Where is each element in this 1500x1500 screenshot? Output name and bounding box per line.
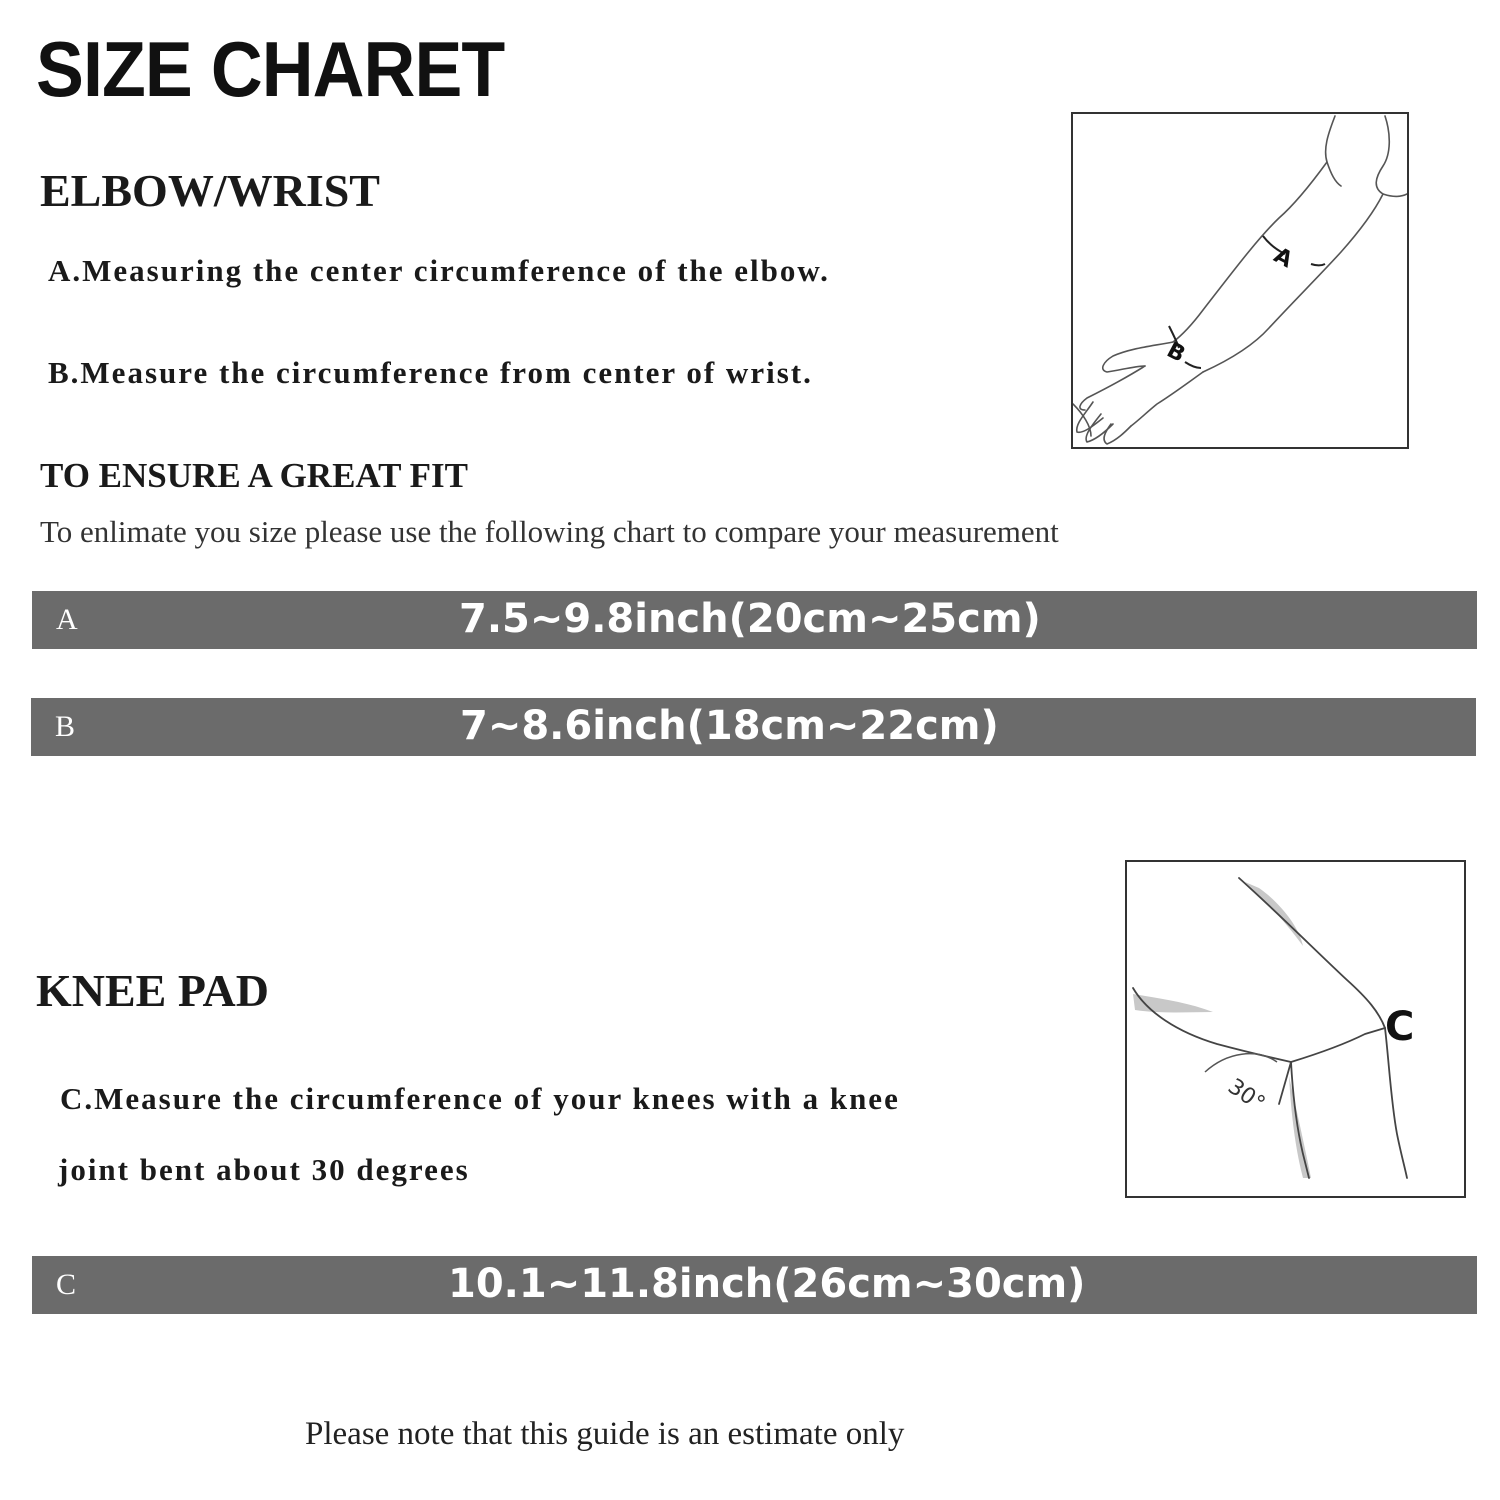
elbow-wrist-heading: ELBOW/WRIST bbox=[40, 165, 380, 216]
instruction-b: B.Measure the circumference from center of wrist. bbox=[48, 355, 813, 390]
size-row-c bbox=[32, 1256, 1477, 1314]
footer-note: Please note that this guide is an estimate only bbox=[305, 1416, 905, 1452]
size-row-b bbox=[31, 698, 1476, 756]
page-title: SIZE CHARET bbox=[36, 25, 505, 113]
size-row-value: 7~8.6inch(18cm~22cm) bbox=[460, 703, 999, 749]
knee-illustration bbox=[1127, 862, 1464, 1196]
size-row-a bbox=[32, 591, 1477, 649]
knee-label-c: C bbox=[1385, 1004, 1415, 1050]
size-row-value: 7.5~9.8inch(20cm~25cm) bbox=[459, 596, 1041, 642]
arm-illustration bbox=[1073, 114, 1407, 447]
instruction-a: A.Measuring the center circumference of the elbow. bbox=[48, 253, 830, 288]
size-row-value: 10.1~11.8inch(26cm~30cm) bbox=[448, 1261, 1086, 1307]
knee-pad-heading: KNEE PAD bbox=[36, 965, 269, 1016]
size-row-letter: C bbox=[56, 1268, 77, 1301]
instruction-c-line2: joint bent about 30 degrees bbox=[58, 1152, 470, 1187]
arm-label-b: B bbox=[1162, 337, 1190, 368]
knee-angle-label: 30° bbox=[1223, 1074, 1270, 1118]
arm-label-a: A bbox=[1269, 243, 1297, 274]
knee-diagram bbox=[1125, 860, 1466, 1198]
size-row-letter: B bbox=[55, 710, 76, 743]
size-row-letter: A bbox=[56, 603, 78, 636]
instruction-c-line1: C.Measure the circumference of your knees with a knee bbox=[60, 1081, 900, 1116]
fit-heading: TO ENSURE A GREAT FIT bbox=[40, 456, 468, 495]
fit-description: To enlimate you size please use the following chart to compare your measurement bbox=[40, 514, 1059, 549]
arm-diagram bbox=[1071, 112, 1409, 449]
